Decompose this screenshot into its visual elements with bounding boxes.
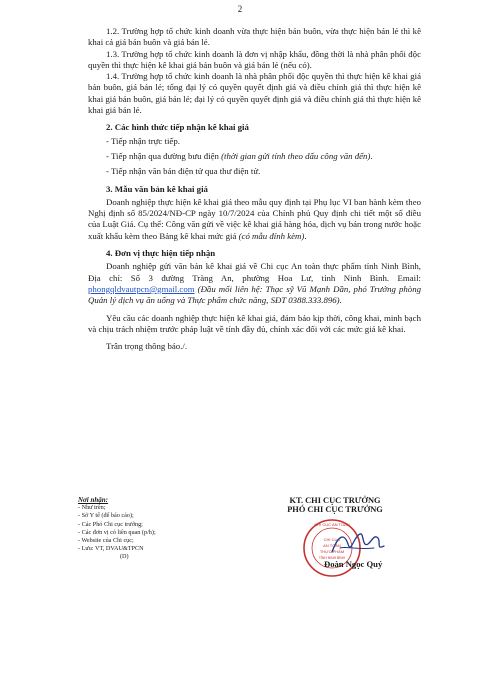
paragraph-4-text: Doanh nghiệp gửi văn bản kê khai giá về Chi cục An toàn thực phẩm tỉnh Ninh Bình, Địa chỉ: Số 3 đường Tràng An, phường Hoa Lư, tỉnh Ninh Bình. Email: xyxy=(88,261,421,283)
heading-3: 3. Mẫu văn bản kê khai giá xyxy=(106,183,208,194)
recipient-item: - Các Phó Chi cục trưởng; xyxy=(78,520,143,528)
signer-role-2: PHÓ CHI CỤC TRƯỞNG xyxy=(287,505,383,514)
recipient-item: - Sở Y tế (để báo cáo); xyxy=(78,512,134,520)
recipient-item: - Các đơn vị có liên quan (p/h); xyxy=(78,528,156,536)
item-2a: - Tiếp nhận trực tiếp. xyxy=(106,135,180,146)
recipient-item: - Website của Chi cục; xyxy=(78,537,134,545)
signer-name: Đoàn Ngọc Quý xyxy=(324,559,383,569)
item-2c: - Tiếp nhận văn bản điện tử qua thư điện tử. xyxy=(106,166,261,177)
seal-line-3: THỰC PHẨM xyxy=(319,549,345,554)
paragraph-1-2: 1.2. Trường hợp tổ chức kinh doanh vừa thực hiện bán buôn, vừa thực hiện bán lẻ thì kê khai cả giá bán buôn và giá bán lẻ. xyxy=(88,26,421,48)
paragraph-3-text: Doanh nghiệp thực hiện kê khai giá theo mẫu quy định tại Phụ lục VI ban hành kèm theo Nghị định số 85/2024/NĐ-CP ngày 10/7/2024 của Chính phủ Quy định chi tiết một số điều của Luật Giá. Cụ thể: Công văn gửi về việc kê khai giá hàng hóa, dịch vụ bán trong nước hoặc xuất khẩu kèm theo Bảng kê khai mức giá xyxy=(88,196,421,241)
signer-role-1: KT. CHI CỤC TRƯỞNG xyxy=(289,496,381,505)
page-number: 2 xyxy=(237,4,243,14)
item-2b xyxy=(88,151,421,162)
closing-line: Trân trọng thông báo./. xyxy=(106,341,188,352)
seal-ring-text: CHI CỤC AN TOÀN xyxy=(314,522,350,527)
item-2b-note: (thời gian gửi tính theo dấu công văn đến) xyxy=(221,150,371,161)
document-body xyxy=(88,26,421,352)
heading-4: 4. Đơn vị thực hiện tiếp nhận xyxy=(106,248,216,259)
paragraph-3 xyxy=(88,197,421,242)
handwritten-signature-icon xyxy=(328,526,388,562)
paragraph-1-3: 1.3. Trường hợp tổ chức kinh doanh là đơn vị nhập khẩu, đồng thời là nhà phân phối độc quyền thì thực hiện kê khai giá bán buôn và giá bán lẻ (nếu có). xyxy=(88,48,421,70)
recipients-block xyxy=(78,496,258,562)
paragraph-4-note: (Đầu mối liên hệ: Thạc sỹ Vũ Mạnh Dần, phó Trưởng phòng Quản lý dịch vụ ăn uống và Thực phẩm chức năng, SĐT 0388.333.896). xyxy=(88,283,421,306)
item-2b-text: - Tiếp nhận qua đường bưu điện xyxy=(106,150,222,161)
paragraph-3-note: (có mẫu đính kèm) xyxy=(238,230,305,241)
recipients-title: Nơi nhận: xyxy=(78,496,109,504)
paragraph-request: Yêu cầu các doanh nghiệp thực hiện kê khai giá, đảm bảo kịp thời, công khai, minh bạch và chịu trách nhiệm trước pháp luật về tính đầy đủ, chính xác đối với các mức giá kê khai. xyxy=(88,312,421,334)
paragraph-3-end: . xyxy=(304,230,307,241)
seal-line-2: AN TOÀN xyxy=(323,543,341,548)
seal-line-1: CHI CỤC xyxy=(323,537,341,542)
signature-block xyxy=(260,496,410,569)
paragraph-1-4: 1.4. Trường hợp tổ chức kinh doanh là nhà phân phối độc quyền thì thực hiện kê khai giá bán buôn, giá bán lẻ; tổng đại lý có quyền quyết định giá và điều chỉnh giá thì thực hiện kê khai giá bán buôn, giá bán lẻ; đại lý có quyền quyết định giá và điều chỉnh giá thì thực hiện kê khai giá bán lẻ. xyxy=(88,71,421,116)
item-2b-end: . xyxy=(370,150,373,161)
seal-line-4: TỈNH NINH BÌNH xyxy=(318,556,346,560)
heading-2: 2. Các hình thức tiếp nhận kê khai giá xyxy=(106,122,249,133)
email-link[interactable]: phongqldvautpcn@gmail.com xyxy=(88,283,195,294)
recipients-initial: (D) xyxy=(120,553,129,561)
recipient-item: - Lưu: VT, DVAU&TPCN xyxy=(78,545,144,553)
recipient-item: - Như trên; xyxy=(78,504,106,512)
paragraph-4 xyxy=(88,261,421,306)
